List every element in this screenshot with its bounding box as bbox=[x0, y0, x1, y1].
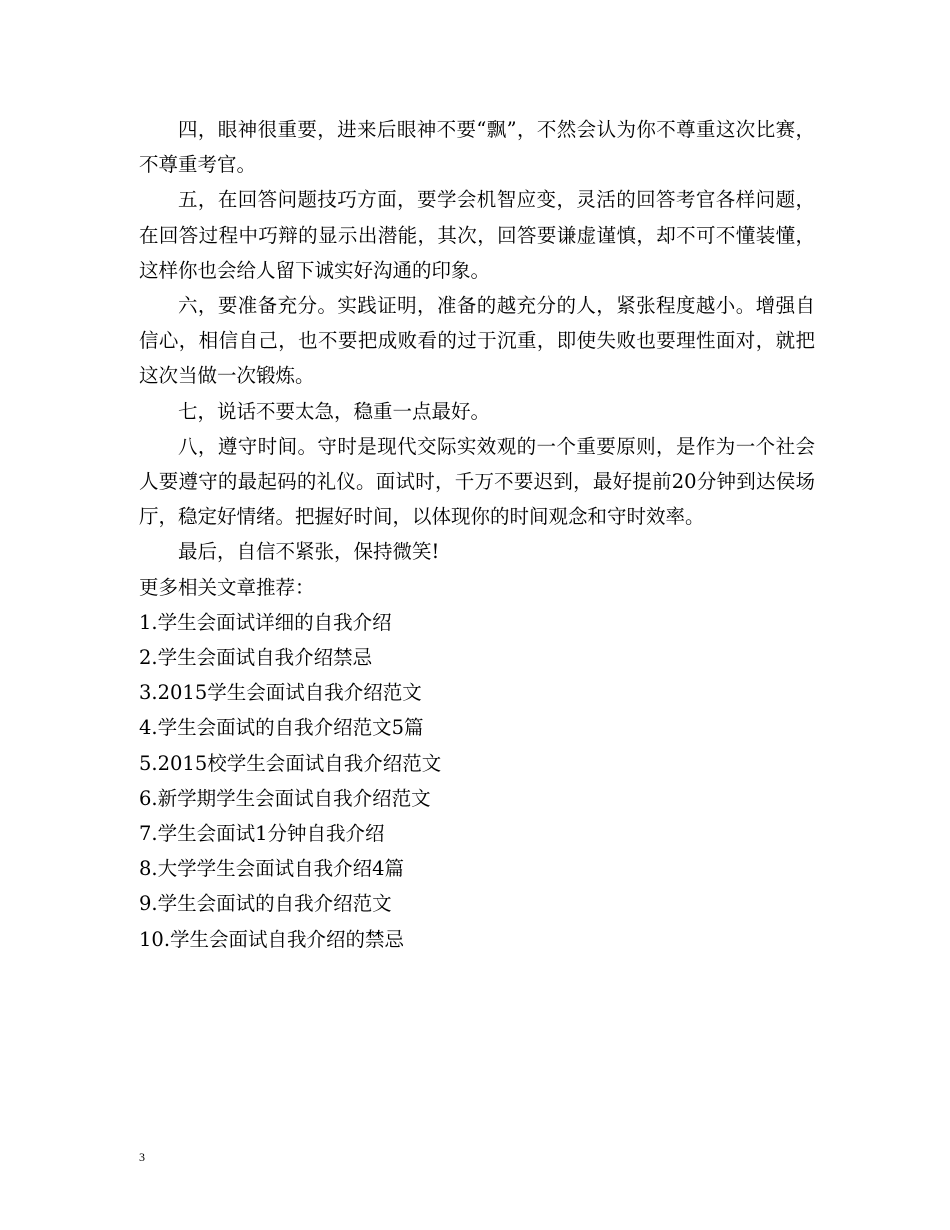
recommendation-link[interactable]: 4.学生会面试的自我介绍范文5篇 bbox=[139, 716, 424, 740]
paragraph-tip-5: 五，在回答问题技巧方面，要学会机智应变，灵活的回答考官各样问题，在回答过程中巧辩的显示出潜能，其次，回答要谦虚谨慎，却不可不懂装懂，这样你也会给人留下诚实好沟通的印象。 bbox=[139, 188, 815, 282]
recommendation-link[interactable]: 1.学生会面试详细的自我介绍 bbox=[139, 610, 392, 634]
page-number: 3 bbox=[139, 1150, 145, 1164]
recommendation-link[interactable]: 5.2015校学生会面试自我介绍范文 bbox=[139, 751, 442, 775]
document-body bbox=[139, 112, 815, 957]
recommendation-link[interactable]: 2.学生会面试自我介绍禁忌 bbox=[139, 646, 373, 670]
paragraph-tip-8: 八，遵守时间。守时是现代交际实效观的一个重要原则，是作为一个社会人要遵守的最起码的礼仪。面试时，千万不要迟到，最好提前20分钟到达侯场厅，稳定好情绪。把握好时间，以体现你的时间观念和守时效率。 bbox=[139, 434, 815, 529]
recommendation-link[interactable]: 6.新学期学生会面试自我介绍范文 bbox=[139, 786, 431, 810]
paragraph-closing: 最后，自信不紧张，保持微笑! bbox=[178, 540, 440, 564]
paragraph-tip-6: 六，要准备充分。实践证明，准备的越充分的人，紧张程度越小。增强自信心，相信自己，也不要把成败看的过于沉重，即使失败也要理性面对，就把这次当做一次锻炼。 bbox=[139, 294, 815, 388]
recommendation-link[interactable]: 8.大学学生会面试自我介绍4篇 bbox=[139, 857, 405, 881]
recommendation-link[interactable]: 7.学生会面试1分钟自我介绍 bbox=[139, 822, 385, 846]
recommendations-list bbox=[139, 605, 815, 957]
paragraph-tip-7: 七，说话不要太急，稳重一点最好。 bbox=[178, 399, 491, 423]
recommendation-link[interactable]: 3.2015学生会面试自我介绍范文 bbox=[139, 681, 422, 705]
recommendations-heading: 更多相关文章推荐： bbox=[139, 575, 315, 599]
recommendation-link[interactable]: 9.学生会面试的自我介绍范文 bbox=[139, 892, 392, 916]
paragraph-tip-4: 四，眼神很重要，进来后眼神不要“飘”，不然会认为你不尊重这次比赛，不尊重考官。 bbox=[139, 118, 815, 177]
recommendation-link[interactable]: 10.学生会面试自我介绍的禁忌 bbox=[139, 927, 405, 951]
